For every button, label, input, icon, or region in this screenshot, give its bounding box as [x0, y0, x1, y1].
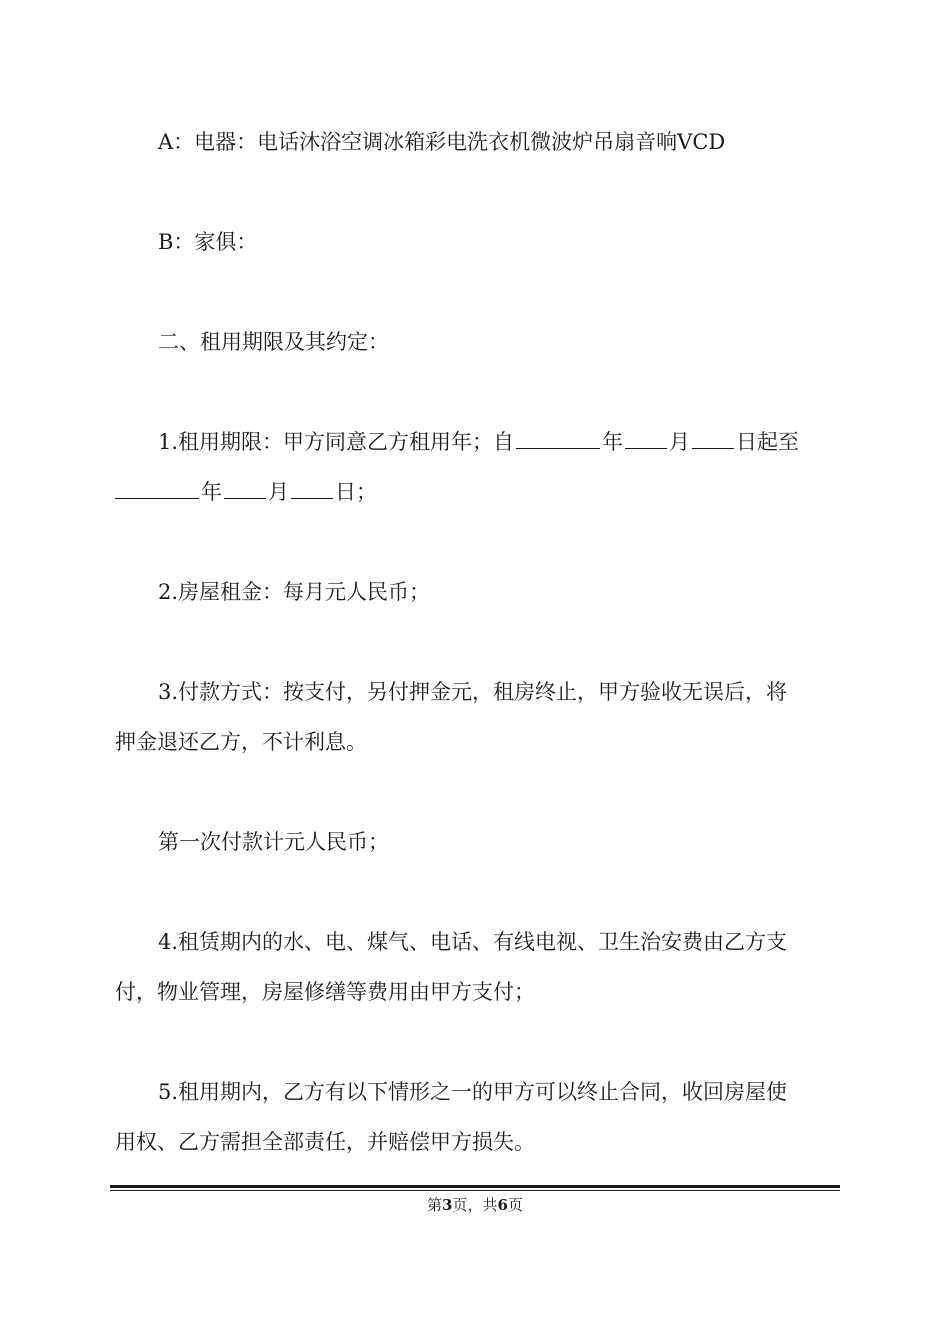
blank-start-year — [516, 428, 600, 449]
end-day-label: 日； — [335, 480, 377, 504]
clause-5-termination-line1: 5.租用期内，乙方有以下情形之一的甲方可以终止合同，收回房屋使 — [158, 1080, 788, 1104]
clause-3-payment-line2: 押金退还乙方，不计利息。 — [115, 730, 367, 754]
clause-3-payment-line1: 3.付款方式：按支付，另付押金元，租房终止，甲方验收无误后，将 — [158, 680, 788, 704]
blank-end-day — [291, 478, 333, 499]
section-two-heading: 二、租用期限及其约定： — [158, 330, 389, 354]
current-page-number: 3 — [442, 1196, 453, 1214]
footer-suffix: 页 — [507, 1196, 523, 1214]
first-payment-line: 第一次付款计元人民币； — [158, 830, 389, 854]
end-month-label: 月 — [268, 480, 289, 504]
item-a-appliances: A：电器：电话沐浴空调冰箱彩电洗衣机微波炉吊扇音响VCD — [158, 130, 726, 154]
month-label: 月 — [669, 430, 691, 454]
footer-middle: 页，共 — [452, 1196, 498, 1214]
footer-prefix: 第 — [427, 1196, 443, 1214]
clause-2-rent: 2.房屋租金：每月元人民币； — [158, 580, 431, 604]
year-label: 年 — [602, 430, 624, 454]
blank-start-day — [692, 428, 734, 449]
clause-1-text: 1.租用期限：甲方同意乙方租用年；自 — [158, 430, 515, 454]
footer-divider-thin — [110, 1190, 840, 1191]
blank-start-month — [625, 428, 667, 449]
blank-end-month — [224, 478, 266, 499]
clause-4-fees-line1: 4.租赁期内的水、电、煤气、电话、有线电视、卫生治安费由乙方支 — [158, 930, 788, 954]
item-b-furniture: B：家俱： — [158, 230, 258, 254]
clause-1-term-line2 — [115, 477, 377, 507]
clause-5-termination-line2: 用权、乙方需担全部责任，并赔偿甲方损失。 — [115, 1130, 535, 1154]
day-start-label: 日起至 — [736, 430, 800, 454]
clause-4-fees-line2: 付，物业管理，房屋修缮等费用由甲方支付； — [115, 980, 535, 1004]
blank-end-year — [115, 478, 199, 499]
end-year-label: 年 — [201, 480, 222, 504]
total-page-number: 6 — [497, 1196, 508, 1214]
footer-divider-thick — [110, 1185, 840, 1188]
page-number-footer — [0, 1195, 950, 1215]
clause-1-term-line1 — [158, 427, 799, 457]
